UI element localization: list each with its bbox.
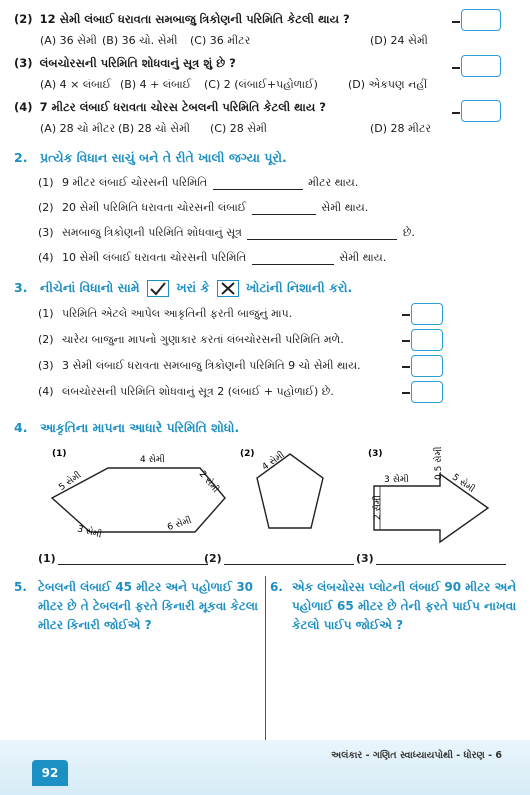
item-text: 3 સેમી લંબાઈ ધરાવતા સમબાજુ ત્રિકોણની પરિમિતિ 9 ચો સેમી થાય.	[62, 359, 361, 372]
section-4-heading	[14, 420, 239, 436]
answer-box-q3[interactable]	[461, 55, 501, 77]
fig1-answer	[38, 552, 210, 565]
blank-input[interactable]	[252, 203, 316, 215]
item-number: (4)	[38, 251, 54, 264]
tf-item-2	[38, 333, 344, 347]
item-text-end: સેમી થાય.	[339, 251, 387, 264]
item-number: (3)	[38, 359, 54, 372]
option-b[interactable]: (B) 4 + લંબાઈ	[120, 78, 192, 91]
section-3-heading	[14, 280, 352, 297]
answer-box-tf4[interactable]	[411, 381, 443, 403]
item-text: 20 સેમી પરિમિતિ ધરાવતા ચોરસની લંબાઈ	[62, 201, 247, 214]
fig2-side-label: 4 સેમી	[260, 450, 287, 473]
answer-box-tf2[interactable]	[411, 329, 443, 351]
answer-dash	[402, 340, 410, 342]
footer-band	[0, 740, 530, 795]
answer-number: (2)	[204, 552, 222, 565]
section-number: 2.	[14, 150, 28, 165]
mcq-options-2	[40, 34, 428, 48]
word-problem-5	[14, 578, 262, 635]
blank-input[interactable]	[247, 228, 397, 240]
option-a[interactable]: (A) 36 સેમી	[40, 34, 97, 47]
item-text-end: સેમી થાય.	[321, 201, 369, 214]
fig2-label: (2)	[240, 449, 255, 459]
answer-box-tf3[interactable]	[411, 355, 443, 377]
item-text: 10 સેમી લંબાઈ ધરાવતા ચોરસની પરિમિતિ	[62, 251, 247, 264]
section-title: આકૃતિના માપના આધારે પરિમિતિ શોધો.	[40, 420, 240, 435]
option-d[interactable]: (D) 24 સેમી	[370, 34, 428, 47]
option-d[interactable]: (D) એકપણ નહીં	[348, 78, 428, 91]
fig3-diag-label: 5 સેમી	[450, 472, 477, 495]
fig3-left-label: 2 સેમી	[373, 495, 383, 520]
tf-item-1	[38, 307, 292, 321]
question-number: (3)	[14, 56, 33, 70]
tf-item-3	[38, 359, 361, 373]
fig2-answer	[204, 552, 356, 565]
fig1-label: (1)	[52, 449, 67, 459]
fig3-vert-label: 0.5 સેમી	[434, 446, 444, 480]
answer-box-q2[interactable]	[461, 9, 501, 31]
item-text: ચારેય બાજુના માપનો ગુણાકાર કરતાં લંબચોરસની પરિમિતિ મળે.	[62, 333, 344, 346]
fig1-top-label: 4 સેમી	[140, 455, 165, 465]
item-number: (4)	[38, 385, 54, 398]
question-text: ટેબલની લંબાઈ 45 મીટર અને પહોળાઈ 30 મીટર છે તે ટેબલની ફરતે કિનારી મૂકવા કેટલા મીટર કિનારી જોઈએ ?	[38, 580, 258, 632]
mcq-options-4	[40, 122, 431, 136]
word-problem-6	[270, 578, 520, 635]
section-number: 4.	[14, 420, 28, 435]
fig1-bl-label: 3 સેમી	[76, 524, 103, 541]
section-2-heading	[14, 150, 287, 166]
item-text: સમબાજુ ત્રિકોણની પરિમિતિ શોધવાનું સૂત્ર	[62, 226, 242, 239]
tick-icon	[147, 280, 169, 297]
question-text: એક લંબચોરસ પ્લોટની લંબાઈ 90 મીટર અને પહોળાઈ 65 મીટર છે તેની ફરતે પાઈપ નાખવા કેટલો પાઈપ જોઈએ ?	[292, 580, 517, 632]
answer-number: (3)	[356, 552, 374, 565]
fill-item-1	[38, 176, 358, 190]
answer-dash	[452, 112, 460, 114]
shapes-figure	[0, 440, 530, 550]
question-number: (2)	[14, 12, 33, 26]
item-number: (3)	[38, 226, 54, 239]
option-b[interactable]: (B) 36 ચો. સેમી	[102, 34, 178, 47]
fig1-right-label: 2 સેમી	[196, 469, 221, 495]
mcq-question-3	[14, 56, 454, 71]
option-c[interactable]: (C) 36 મીટર	[190, 34, 251, 47]
answer-box-q4[interactable]	[461, 100, 501, 122]
column-divider	[265, 576, 266, 748]
footer-title: અલંકાર - ગણિત સ્વાધ્યાયપોથી - ધોરણ - 6	[331, 750, 502, 761]
fig1-left-label: 5 સેમી	[57, 470, 84, 493]
option-b[interactable]: (B) 28 ચો સેમી	[118, 122, 190, 135]
answer-box-tf1[interactable]	[411, 303, 443, 325]
option-a[interactable]: (A) 28 ચો મીટર	[40, 122, 116, 135]
answer-dash	[402, 366, 410, 368]
item-text: લંબચોરસની પરિમિતિ શોધવાનું સૂત્ર 2 (લંબાઈ + પહોળાઈ) છે.	[62, 385, 334, 398]
section-title-part: ખરાં કે	[176, 280, 210, 295]
blank-input[interactable]	[213, 178, 303, 190]
question-number: 6.	[270, 580, 283, 594]
answer-dash	[402, 314, 410, 316]
answer-dash	[452, 67, 460, 69]
option-a[interactable]: (A) 4 × લંબાઈ	[40, 78, 112, 91]
question-text: 12 સેમી લંબાઈ ધરાવતા સમબાજુ ત્રિકોણની પરિમિતિ કેટલી થાય ?	[39, 12, 350, 26]
item-text: પરિમિતિ એટલે આપેલ આકૃતિની ફરતી બાજુનું માપ.	[62, 307, 293, 320]
fill-item-3	[38, 226, 415, 240]
question-text: 7 મીટર લંબાઈ ધરાવતા ચોરસ ટેબલની પરિમિતિ કેટલી થાય ?	[39, 100, 326, 114]
section-number: 3.	[14, 280, 28, 295]
fig1-br-label: 6 સેમી	[166, 515, 193, 534]
fill-item-4	[38, 251, 386, 265]
option-c[interactable]: (C) 2 (લંબાઈ+પહોળાઈ)	[204, 78, 318, 91]
item-text-end: છે.	[402, 226, 415, 239]
mcq-options-3	[40, 78, 427, 92]
blank-input[interactable]	[224, 553, 354, 565]
item-number: (2)	[38, 201, 54, 214]
item-number: (2)	[38, 333, 54, 346]
blank-input[interactable]	[58, 553, 208, 565]
blank-input[interactable]	[252, 253, 334, 265]
answer-dash	[452, 21, 460, 23]
item-number: (1)	[38, 176, 54, 189]
cross-icon	[217, 280, 239, 297]
question-number: (4)	[14, 100, 33, 114]
fig3-top-label: 3 સેમી	[384, 475, 409, 485]
item-number: (1)	[38, 307, 54, 320]
section-title-part: નીચેનાં વિધાનો સામે	[40, 280, 140, 295]
item-text: 9 મીટર લંબાઈ ચોરસની પરિમિતિ	[62, 176, 208, 189]
blank-input[interactable]	[376, 553, 506, 565]
question-number: 5.	[14, 580, 27, 594]
mcq-question-2	[14, 12, 454, 27]
question-text: લંબચોરસની પરિમિતિ શોધવાનું સૂત્ર શું છે ?	[39, 56, 236, 70]
option-d[interactable]: (D) 28 મીટર	[370, 122, 432, 135]
answer-dash	[402, 392, 410, 394]
option-c[interactable]: (C) 28 સેમી	[210, 122, 268, 135]
fig3-label: (3)	[368, 449, 383, 459]
answer-number: (1)	[38, 552, 56, 565]
item-text-end: મીટર થાય.	[308, 176, 359, 189]
page-number: 92	[32, 760, 68, 786]
tf-item-4	[38, 385, 334, 399]
section-title-part: ખોટાંની નિશાની કરો.	[246, 280, 353, 295]
section-title: પ્રત્યેક વિધાન સાચું બને તે રીતે ખાલી જગ્યા પૂરો.	[40, 150, 287, 165]
mcq-question-4	[14, 100, 454, 115]
fill-item-2	[38, 201, 368, 215]
fig3-answer	[356, 552, 508, 565]
